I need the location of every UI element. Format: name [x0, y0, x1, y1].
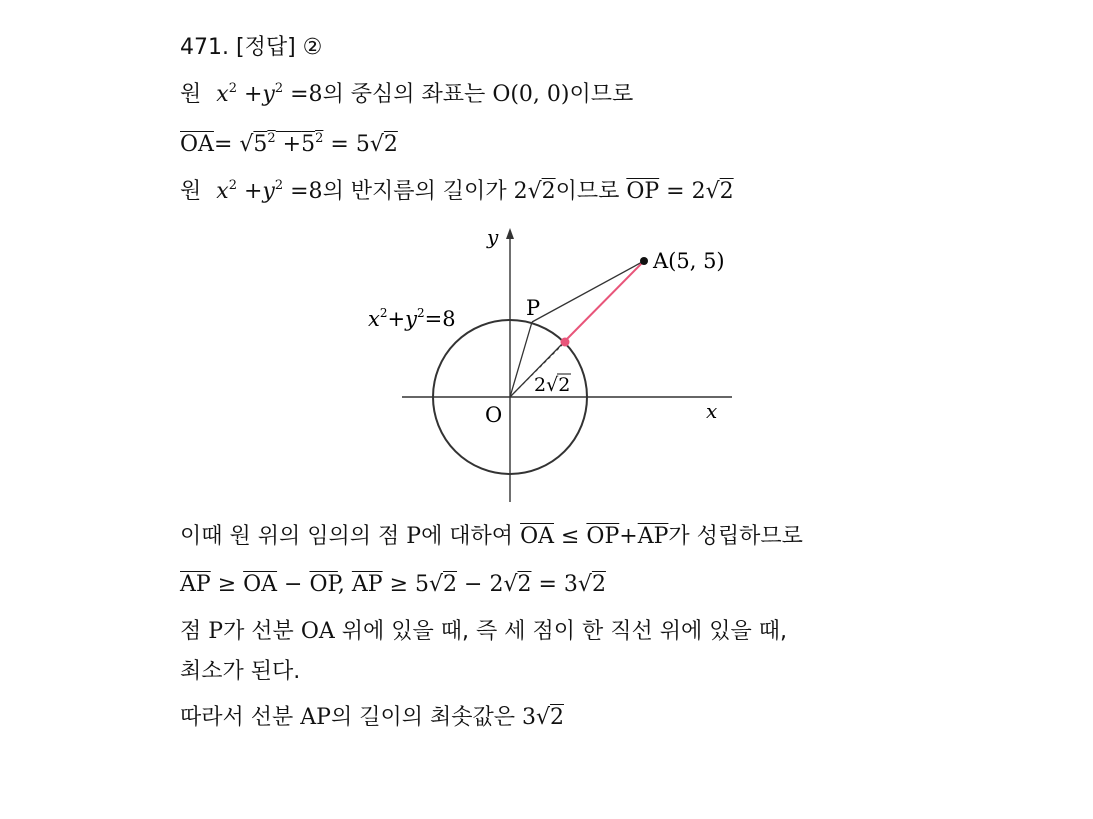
text-therefore: 이므로 — [555, 179, 627, 204]
text-won: 원 — [180, 82, 202, 107]
segment-pa-line — [532, 261, 644, 322]
line-conclusion: 따라서 선분 AP의 길이의 최솟값은 3√2 — [180, 705, 564, 730]
text-therefore: 이므로 — [569, 82, 634, 107]
problem-header — [180, 33, 322, 63]
text-holds: 가 성립하므로 — [668, 524, 803, 549]
var-y: y — [262, 82, 275, 107]
var-x: x — [216, 179, 229, 204]
center-point: O(0, 0) — [492, 82, 570, 107]
line-ap-bound: $\overline{AP} \ge \overline{OA} - \overline{OP}$, $\overline{AP} \ge 5√2 - 2√2 = 3√2$ — [180, 572, 606, 597]
circle-diagram — [340, 218, 760, 508]
segment-oa-name: OA — [300, 619, 335, 644]
x-axis-label: x — [706, 399, 718, 423]
segment-op: $\overline{OP}$ — [626, 179, 660, 204]
text-center-coords: 의 중심의 좌표는 — [322, 82, 493, 107]
var-y: y — [262, 179, 275, 204]
point-min — [561, 338, 570, 347]
origin-label: O — [485, 403, 503, 427]
line-radius — [180, 177, 734, 207]
circle-equation: $x^2 +y^2 =8$ — [216, 81, 323, 107]
equation-rhs: =8 — [283, 179, 323, 204]
line-minimum: 최소가 된다. — [180, 659, 301, 684]
text-radius: 의 반지름의 길이가 — [322, 179, 514, 204]
text-won: 원 — [180, 179, 202, 204]
rad-term-a: 5 — [253, 132, 268, 157]
inequality: $\overline{OA} \le \overline{OP}+\overline{AP}$ — [520, 524, 669, 549]
circle-equation-label: $x^2+y^2=8$ — [368, 306, 456, 331]
radical-sum: $√5^2 +5^2$ — [239, 131, 324, 157]
final-answer: 3√2 — [521, 705, 564, 730]
point-p: P — [406, 524, 422, 549]
problem-number: 471. — [180, 35, 229, 60]
radius-label: 2√2 — [534, 374, 571, 396]
text-intro: 이때 원 위의 임의의 점 — [180, 524, 407, 549]
rad-term-b: 5 — [301, 132, 316, 157]
answer-mark: ② — [302, 35, 323, 60]
point-p: P — [208, 619, 224, 644]
equals: = — [213, 132, 240, 157]
equals-5: = 5 — [323, 132, 370, 157]
y-axis-label: y — [487, 225, 499, 249]
equation-rhs: =8 — [283, 82, 323, 107]
line-triangle-inequality — [180, 522, 803, 552]
line-circle-center — [180, 80, 633, 110]
radius-value: 2√2 — [513, 179, 556, 204]
segment-oa: $\overline{OA}$ — [180, 132, 214, 157]
op-plus: + — [236, 179, 263, 204]
var-x: x — [216, 82, 229, 107]
op-plus: + — [275, 132, 302, 157]
point-a-label: A(5, 5) — [653, 249, 725, 273]
op-plus: + — [236, 82, 263, 107]
segment-min-ap — [564, 261, 644, 342]
y-axis-arrow — [506, 228, 514, 239]
segment-ap-name: AP — [300, 705, 331, 730]
point-a — [640, 257, 648, 265]
text-for: 에 대하여 — [421, 524, 521, 549]
radical-2: √2 — [369, 132, 398, 157]
circle-equation: $x^2 +y^2 =8$ — [216, 178, 323, 204]
op-equation: $\overline{OP} = 2√2$ — [626, 179, 734, 204]
answer-tag: [정답] — [235, 35, 296, 60]
line-collinear: 점 P가 선분 OA 위에 있을 때, 즉 세 점이 한 직선 위에 있을 때, — [180, 619, 787, 644]
point-p-label: P — [526, 296, 541, 320]
line-oa-length — [180, 130, 398, 160]
